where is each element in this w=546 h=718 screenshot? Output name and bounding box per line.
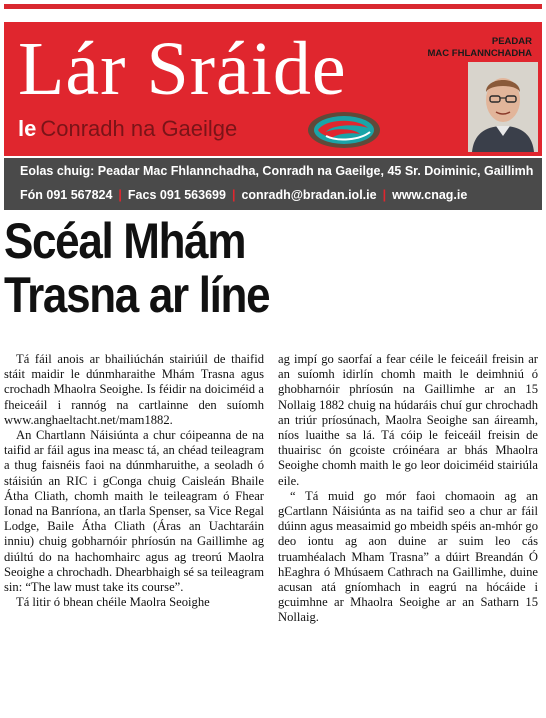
article-paragraph: An Chartlann Náisiúnta a chur cóipeanna de na taifid ar fáil agus ina measc tá, an chéad teileagram a thug faisnéis faoi na dúnmharuithe, a seoladh ó stáisiún an RIC i gConga chuig Caisleán Bhaile Átha Cliath, chomh maith le teileagram ó Fhear Ionad na Banríona, an tIarla Spenser, sa Vice Regal Lodge, Baile Átha Cliath (Áras an Uachtaráin inniu) chuig gobharnóir phríosún na Gaillimhe ag diúltú do na hachomhairc agus ag treorú Maolra Seoighe a chrochadh. Dhearbhaigh sé sa teileagram sin: “The law must take its course”. (4, 428, 264, 595)
contact-address: Eolas chuig: Peadar Mac Fhlannchadha, Conradh na Gaeilge, 45 Sr. Doiminic, Gaillimh (20, 164, 534, 178)
separator: | (382, 188, 387, 202)
article-paragraph: Tá litir ó bhean chéile Maolra Seoighe (16, 595, 210, 610)
separator: | (118, 188, 122, 202)
article-paragraph: “ Tá muid go mór faoi chomaoin ag an gCartlann Náisiúnta as na taifid seo a chur ar fáil dúinn agus measaimid go mbeidh spéis an-mhór go deo iontu ag aon duine ar suim leo cás truamhéalach Mham Trasna” a dúirt Breandán Ó hEaghra ó Mhúsaem Cathrach na Gaillimhe, duine acusan atá gníomhach in eagrú na hócáide i gcuimhne ar Mhaolra Seoighe ar an Satharn 15 Nollaig. (278, 488, 538, 625)
contact-bar (4, 158, 542, 210)
masthead-banner (4, 22, 542, 156)
contact-details (20, 188, 467, 202)
top-red-rule (4, 4, 542, 9)
contact-website: www.cnag.ie (392, 188, 468, 202)
author-surname: MAC FHLANNCHADHA (427, 48, 532, 59)
article-headline (4, 214, 477, 322)
org-name: Conradh na Gaeilge (40, 116, 238, 141)
contact-fax: Facs 091 563699 (127, 188, 226, 202)
conradh-logo-icon (306, 110, 382, 150)
contact-email: conradh@bradan.iol.ie (241, 188, 377, 202)
author-portrait-icon (468, 62, 538, 152)
le-word: le (18, 116, 37, 141)
author-first-name: PEADAR (491, 36, 532, 47)
headline-line-1: Scéal Mhám (4, 213, 246, 269)
headline-line-2: Trasna ar líne (4, 267, 270, 323)
article-paragraph: ag impí go saorfaí a fear céile le feiceáil freisin ar an suíomh idirlín chomh maith le deimhniú ó ghobharnóir phríosún na Gaillimhe ar an 15 Nollaig 1882 chuig na húdaráis chuí gur chrochadh an triúr príosúnach, Maolra Seoighe san áireamh, níos luaithe sa lá. Tá cóip le feiceáil freisin de thuairisc ón gcoiste cróinéara ar bhás Mhaolra Seoighe chomh maith le go leor doiciméid stairiúla eile. (278, 352, 538, 488)
contact-phone: Fón 091 567824 (20, 188, 113, 202)
masthead-byline (18, 116, 237, 146)
author-name (402, 36, 532, 60)
separator: | (231, 188, 236, 202)
masthead-title: Lár Sráide (18, 27, 347, 111)
article-column-right (278, 352, 538, 626)
article-paragraph: Tá fáil anois ar bhailiúchán stairiúil de thaifid stáit maidir le dúnmharaithe Mhám Trasna agus crochadh Mhaolra Seoighe. Is féidir na doiciméid a fheiceáil i rannóg na cartlainne den suíomh www.anghaeltacht.net/mam1882. (4, 352, 264, 427)
article-column-left (4, 352, 264, 610)
